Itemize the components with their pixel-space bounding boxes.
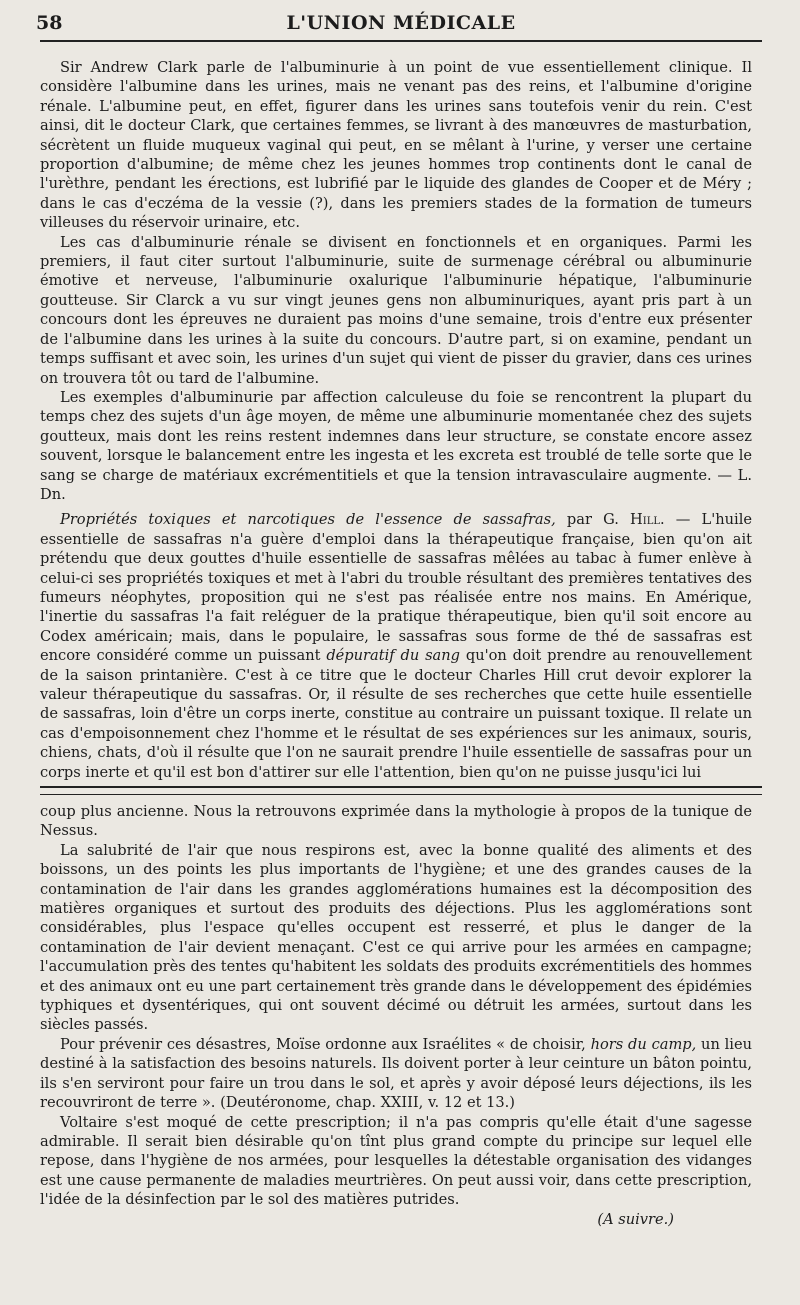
moses-text-b: un lieu destiné à la satisfaction des besoins naturels. Ils doivent porter à leur ceinture un bâton pointu, ils s'en serviront pour faire un trou dans le sol, et après y avoir déposé leurs déjections, ils les recouvriront de terre ». (Deutéronome, chap. XXIII, v. 12 et 13.) [40, 1035, 752, 1112]
moses-italic: hors du camp, [590, 1035, 697, 1053]
paragraph-clark-intro: Sir Andrew Clark parle de l'albuminurie à un point de vue essentiellement clinique. Il considère l'albumine dans les urines, mais ne venant pas des reins, et l'albumine d'origine rénale. L'albumine peut, en effet, figurer dans les urines sans toutefois venir du rein. C'est ainsi, dit le docteur Clark, que certaines femmes, se livrant à des manœuvres de masturbation, sécrètent un fluide muqueux vaginal qui peut, en se mêlant à l'urine, y verser une certaine proportion d'albumine; de même chez les jeunes hommes trop continents dont le canal de l'urèthre, pendant les érections, est lubrifié par le liquide des glandes de Cooper et de Méry ; dans le cas d'eczéma de la vessie (?), dans les premiers stades de la formation de tumeurs villeuses du réservoir urinaire, etc. [40, 59, 752, 232]
paragraph-sassafras [40, 510, 752, 782]
sassafras-text-1: L'huile essentielle de sassafras n'a guère d'emploi dans la thérapeutique française, bien qu'on ait prétendu que deux gouttes d'huile essentielle de sassafras mêlées au tabac à fumer enlève à celui-ci ses propriétés toxiques et met à l'abri du trouble résultant des premières tentatives des fumeurs néophytes, proposition qui ne s'est pas réalisée entre nos mains. En Amérique, l'inertie du sassafras l'a fait reléguer de la pratique thérapeutique, bien qu'il soit encore au Codex américain; mais, dans le populaire, le sassafras sous forme de thé de sassafras est encore considéré comme un puissant [40, 511, 753, 665]
running-title: L'UNION MÉDICALE [286, 12, 516, 34]
sassafras-italic: dépuratif du sang [326, 647, 461, 665]
paragraph-calculous: Les exemples d'albuminurie par affection calculeuse du foie se rencontrent la plupart du temps chez des sujets d'un âge moyen, de même une albuminurie momentanée chez des sujets goutteux, mais dont les reins restent indemnes dans leur structure, se constate encore assez souvent, lorsque le balancement entre les ingesta et les excreta est troublé de telle sorte que le sang se charge de matériaux excrémentitiels et que la tension intravasculaire augmente. — L. Dn. [40, 388, 752, 503]
page-header [36, 8, 766, 38]
upper-column [40, 58, 752, 782]
moses-text-a: Pour prévenir ces désastres, Moïse ordonne aux Israélites « de choisir, [60, 1035, 591, 1053]
to-be-continued [40, 1210, 752, 1229]
section-separator-rule-thin [40, 794, 762, 795]
byline-by: par [555, 511, 604, 529]
paragraph-moses [40, 1035, 752, 1113]
signoff-text: (A suivre.) [597, 1210, 674, 1228]
article-title: Propriétés toxiques et narcotiques de l'essence de sassafras, [60, 511, 556, 529]
section-separator-rule [40, 786, 762, 788]
sassafras-text-2: qu'on doit prendre au renouvellement de la saison printanière. C'est à ce titre que le docteur Charles Hill crut devoir explorer la valeur thérapeutique du sassafras. Or, il résulte de ses recherches que cette huile essentielle de sassafras, loin d'être un corps inerte, constitue au contraire un puissant toxique. Il relate un cas d'empoisonnement chez l'homme et le résultat de ses expériences sur les animaux, souris, chiens, chats, d'où il résulte que l'on ne saurait prendre l'huile essentielle de sassafras pour un corps inerte et qu'il est bon d'attirer sur elle l'attention, bien qu'on ne puisse jusqu'ici lui [40, 647, 752, 781]
title-dash: . — [659, 511, 702, 529]
header-rule [40, 40, 762, 42]
page-number: 58 [36, 12, 63, 34]
paragraph-voltaire: Voltaire s'est moqué de cette prescription; il n'a pas compris qu'elle était d'une sagesse admirable. Il serait bien désirable qu'on tînt plus grand compte du principe sur lequel elle repose, dans l'hygiène de nos armées, pour lesquelles la détestable organisation des vidanges est une cause permanente de maladies meurtrières. On peut aussi voir, dans cette prescription, l'idée de la désinfection par le sol des matières putrides. [40, 1113, 752, 1209]
paragraph-continuation: coup plus ancienne. Nous la retrouvons exprimée dans la mythologie à propos de la tunique de Nessus. [40, 803, 752, 840]
paragraph-air-salubrity: La salubrité de l'air que nous respirons est, avec la bonne qualité des aliments et des boissons, un des points les plus importants de l'hygiène; et une des grandes causes de la contamination de l'air dans les grandes agglomérations humaines est la décomposition des matières organiques et surtout des produits des déjections. Plus les agglomérations sont considérables, plus l'espace qu'elles occupent est resserré, et plus le danger de la contamination de l'air devient menaçant. C'est ce qui arrive pour les armées en campagne; l'accumulation près des tentes qu'habitent les soldats des produits excrémentitiels des hommes et des animaux ont eu une part certainement très grande dans le développement des épidémies typhiques et dysentériques, qui ont souvent décimé ou détruit les armées, surtout dans les siècles passés. [40, 841, 752, 1034]
article-author: G. Hill [603, 511, 660, 529]
paragraph-renal-cases: Les cas d'albuminurie rénale se divisent en fonctionnels et en organiques. Parmi les premiers, il faut citer surtout l'albuminurie, suite de surmenage cérébral ou albuminurie émotive et nerveuse, l'albuminurie oxalurique l'albuminurie hépatique, l'albuminurie goutteuse. Sir Clarck a vu sur vingt jeunes gens non albuminuriques, ayant pris part à un concours dont les épreuves ne duraient pas moins d'une semaine, trois d'entre eux présenter de l'albumine dans les urines à la suite du concours. D'autre part, si on examine, pendant un temps suffisant et avec soin, les urines d'un sujet qui vient de pisser du gravier, dans ces urines on trouvera tôt ou tard de l'albumine. [40, 233, 752, 387]
lower-column [40, 802, 752, 1229]
